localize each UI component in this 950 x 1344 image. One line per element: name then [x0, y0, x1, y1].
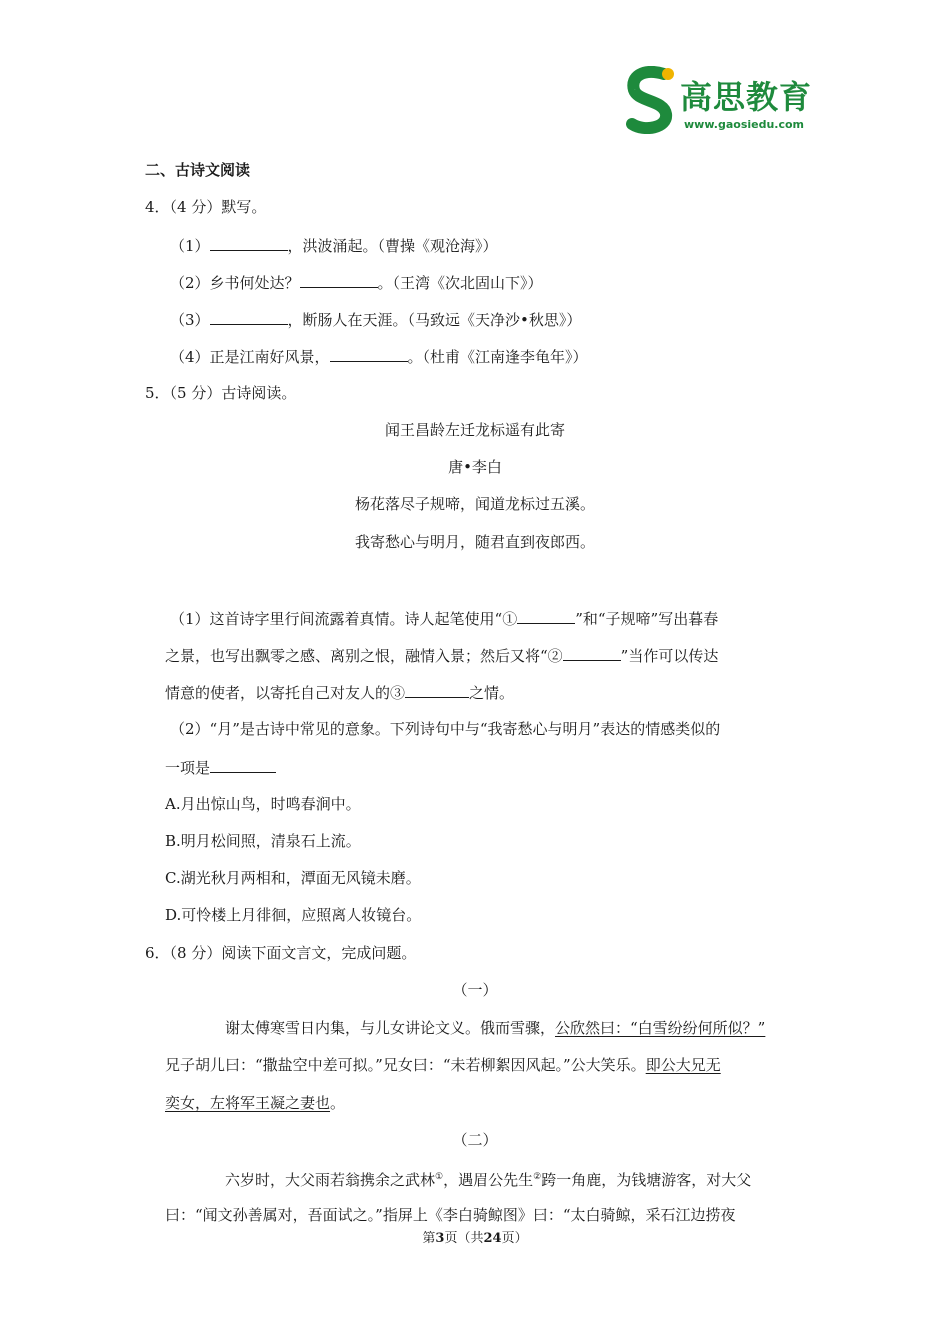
answer-blank[interactable]: [210, 234, 288, 251]
text: 情意的使者，以寄托自己对友人的③: [165, 684, 406, 702]
poem-line-1: 杨花落尽子规啼，闻道龙标过五溪。: [354, 495, 595, 513]
section-title: 二、古诗文阅读: [145, 161, 251, 179]
page-number: 3: [435, 1231, 445, 1246]
q5-stem: 5．（5 分）古诗阅读。: [145, 384, 297, 402]
q4-item-4-pre: （4）正是江南好风景，: [170, 348, 330, 366]
page-footer: [0, 1227, 950, 1246]
q4-item-1-post: ，洪波涌起。（曹操《观沧海》）: [287, 237, 498, 255]
text: ”和“子规啼”写出暮春: [575, 610, 719, 628]
option-a: A.月出惊山鸟，时鸣春涧中。: [165, 795, 361, 813]
gaosi-logo: [624, 66, 824, 136]
text: （1）这首诗字里行间流露着真情。诗人起笔使用“①: [170, 610, 518, 628]
text: 页）: [501, 1231, 528, 1246]
text: 跨一角鹿，为钱塘游客，对大父: [541, 1171, 752, 1189]
q4-item-3-post: ，断肠人在天涯。（马致远《天净沙•秋思》）: [287, 311, 582, 329]
answer-blank[interactable]: [210, 308, 288, 325]
answer-blank[interactable]: [300, 271, 378, 288]
q4-item-1: [170, 234, 498, 256]
footnote-marker: ①: [435, 1172, 444, 1182]
option-c: C.湖光秋月两相和，潭面无风镜未磨。: [165, 869, 421, 887]
text: ”当作可以传达: [620, 647, 719, 665]
q5-sub1-line-3: [165, 681, 514, 703]
text: 之情。: [469, 684, 515, 702]
text: 六岁时，大父雨若翁携余之武林: [225, 1171, 436, 1189]
text: 一项是: [165, 759, 211, 777]
text: 第: [422, 1231, 436, 1246]
passage2-line-1: [225, 1167, 751, 1190]
underlined-sentence: 公欣然曰：“白雪纷纷何所似？”: [555, 1019, 766, 1037]
footnote-marker: ②: [533, 1172, 542, 1182]
q4-item-2: [170, 271, 543, 293]
passage1-line-3: [165, 1093, 345, 1113]
text: 兄子胡儿曰：“撒盐空中差可拟。”兄女曰：“未若柳絮因风起。”公大笑乐。: [165, 1056, 646, 1074]
poem-title: 闻王昌龄左迁龙标遥有此寄: [384, 421, 565, 439]
q6-stem: 6．（8 分）阅读下面文言文，完成问题。: [145, 944, 417, 962]
q5-sub1-line-2: [165, 644, 718, 666]
q4-item-1-pre: （1）: [170, 237, 210, 255]
q4-item-4: [170, 345, 588, 367]
q4-stem: 4．（4 分）默写。: [145, 198, 267, 216]
q4-item-3: [170, 308, 581, 330]
passage1-line-1: [225, 1018, 765, 1038]
q4-item-2-pre: （2）乡书何处达？: [170, 274, 300, 292]
text: 。: [330, 1094, 346, 1112]
passage2-line-2: 曰：“闻文孙善属对，吾面试之。”指屏上《李白骑鲸图》曰：“太白骑鲸，采石江边捞夜: [165, 1206, 736, 1224]
q5-sub2-line-2: [165, 756, 276, 778]
gaosi-s-logo-icon: [624, 66, 676, 134]
answer-blank[interactable]: [563, 644, 621, 661]
answer-blank[interactable]: [517, 607, 575, 624]
poem-line-2: 我寄愁心与明月，随君直到夜郎西。: [354, 533, 595, 551]
answer-blank[interactable]: [210, 756, 276, 773]
q4-item-4-post: 。（杜甫《江南逢李龟年》）: [407, 348, 588, 366]
part2-label: （二）: [452, 1131, 498, 1149]
q4-item-2-post: 。（王湾《次北固山下》）: [377, 274, 543, 292]
passage1-line-2: [165, 1055, 721, 1075]
logo-brand-text: 高思教育: [680, 78, 813, 116]
logo-url-text: www.gaosiedu.com: [684, 118, 805, 131]
q5-sub2-line-1: （2）“月”是古诗中常见的意象。下列诗句中与“我寄愁心与明月”表达的情感类似的: [170, 720, 721, 738]
q5-sub1-line-1: [170, 607, 718, 629]
option-b: B.明月松间照，清泉石上流。: [165, 832, 361, 850]
option-d: D.可怜楼上月徘徊，应照离人妆镜台。: [165, 906, 422, 924]
part1-label: （一）: [452, 981, 498, 999]
text: 谢太傅寒雪日内集，与儿女讲论文义。俄而雪骤，: [225, 1019, 556, 1037]
text: ，遇眉公先生: [443, 1171, 534, 1189]
total-pages: 24: [483, 1231, 502, 1246]
answer-blank[interactable]: [330, 345, 408, 362]
underlined-sentence: 奕女，左将军王凝之妻也: [165, 1094, 331, 1112]
text: 之景，也写出飘零之感、离别之恨，融情入景；然后又将“②: [165, 647, 563, 665]
underlined-sentence: 即公大兄无: [645, 1056, 721, 1074]
text: 页（共: [444, 1231, 484, 1246]
poem-author: 唐•李白: [448, 458, 502, 476]
answer-blank[interactable]: [405, 681, 469, 698]
q4-item-3-pre: （3）: [170, 311, 210, 329]
